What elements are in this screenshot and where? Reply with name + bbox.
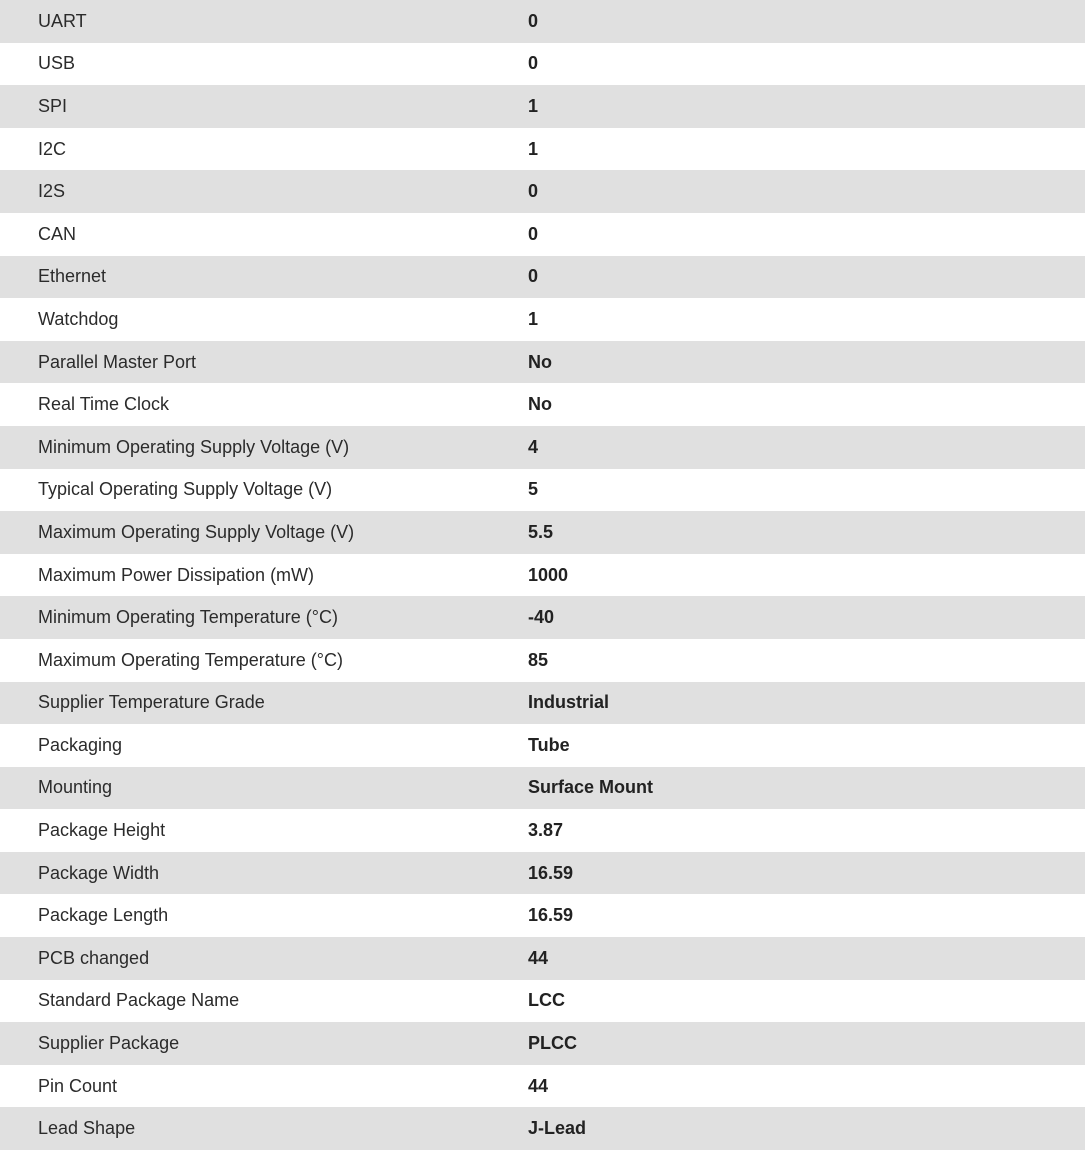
spec-value: 0 bbox=[528, 53, 539, 74]
spec-label: Typical Operating Supply Voltage (V) bbox=[38, 479, 333, 500]
table-row bbox=[0, 894, 1085, 937]
spec-value: 3.87 bbox=[528, 820, 564, 841]
spec-value: 16.59 bbox=[528, 862, 574, 883]
spec-label: PCB changed bbox=[38, 947, 150, 968]
table-row bbox=[0, 511, 1085, 554]
table-row bbox=[0, 809, 1085, 852]
spec-value: 5 bbox=[528, 479, 539, 500]
table-row bbox=[0, 767, 1085, 810]
spec-label: Maximum Operating Temperature (°C) bbox=[38, 649, 343, 670]
table-row bbox=[0, 43, 1085, 86]
spec-label: Package Width bbox=[38, 862, 160, 883]
spec-label: Maximum Power Dissipation (mW) bbox=[38, 564, 315, 585]
spec-value: 1 bbox=[528, 308, 539, 329]
spec-label: I2S bbox=[38, 181, 66, 202]
table-row bbox=[0, 383, 1085, 426]
spec-value: 0 bbox=[528, 266, 539, 287]
spec-value: 0 bbox=[528, 10, 539, 31]
spec-label: Real Time Clock bbox=[38, 394, 170, 415]
spec-label: UART bbox=[38, 10, 87, 31]
spec-label: Parallel Master Port bbox=[38, 351, 197, 372]
spec-label: Minimum Operating Supply Voltage (V) bbox=[38, 436, 350, 457]
table-row bbox=[0, 426, 1085, 469]
spec-value: 4 bbox=[528, 436, 539, 457]
table-row bbox=[0, 170, 1085, 213]
spec-value: 44 bbox=[528, 1075, 549, 1096]
spec-label: SPI bbox=[38, 95, 68, 116]
table-row bbox=[0, 213, 1085, 256]
table-row bbox=[0, 256, 1085, 299]
spec-label: CAN bbox=[38, 223, 77, 244]
spec-value: J-Lead bbox=[528, 1118, 587, 1139]
spec-value: 1 bbox=[528, 138, 539, 159]
spec-value: -40 bbox=[528, 607, 555, 628]
table-row bbox=[0, 980, 1085, 1023]
spec-label: Minimum Operating Temperature (°C) bbox=[38, 607, 338, 628]
spec-label: Maximum Operating Supply Voltage (V) bbox=[38, 521, 355, 542]
table-row bbox=[0, 1065, 1085, 1108]
table-row bbox=[0, 852, 1085, 895]
table-row bbox=[0, 298, 1085, 341]
spec-value: 0 bbox=[528, 223, 539, 244]
spec-label: Lead Shape bbox=[38, 1118, 136, 1139]
spec-label: I2C bbox=[38, 138, 67, 159]
spec-value: 5.5 bbox=[528, 521, 554, 542]
spec-value: Surface Mount bbox=[528, 777, 654, 798]
spec-value: No bbox=[528, 351, 552, 372]
spec-value: Industrial bbox=[528, 692, 610, 713]
table-row bbox=[0, 639, 1085, 682]
table-row bbox=[0, 596, 1085, 639]
spec-label: Supplier Package bbox=[38, 1033, 180, 1054]
table-row bbox=[0, 0, 1085, 43]
table-row bbox=[0, 937, 1085, 980]
spec-label: Mounting bbox=[38, 777, 113, 798]
spec-value: 0 bbox=[528, 181, 539, 202]
spec-label: Standard Package Name bbox=[38, 990, 240, 1011]
table-row bbox=[0, 1022, 1085, 1065]
spec-label: Watchdog bbox=[38, 308, 119, 329]
spec-label: Supplier Temperature Grade bbox=[38, 692, 265, 713]
spec-value: 85 bbox=[528, 649, 549, 670]
spec-value: Tube bbox=[528, 734, 570, 755]
table-row bbox=[0, 554, 1085, 597]
spec-label: Pin Count bbox=[38, 1075, 118, 1096]
table-row bbox=[0, 724, 1085, 767]
spec-value: 1 bbox=[528, 95, 539, 116]
table-row bbox=[0, 469, 1085, 512]
table-row bbox=[0, 682, 1085, 725]
spec-value: PLCC bbox=[528, 1033, 577, 1054]
table-row bbox=[0, 341, 1085, 384]
table-row bbox=[0, 128, 1085, 171]
table-row bbox=[0, 85, 1085, 128]
spec-label: Package Height bbox=[38, 820, 166, 841]
spec-label: USB bbox=[38, 53, 76, 74]
spec-value: LCC bbox=[528, 990, 565, 1011]
spec-value: 44 bbox=[528, 947, 549, 968]
spec-value: 16.59 bbox=[528, 905, 574, 926]
spec-label: Packaging bbox=[38, 734, 123, 755]
spec-label: Package Length bbox=[38, 905, 169, 926]
spec-label: Ethernet bbox=[38, 266, 107, 287]
spec-value: No bbox=[528, 394, 552, 415]
spec-value: 1000 bbox=[528, 564, 569, 585]
